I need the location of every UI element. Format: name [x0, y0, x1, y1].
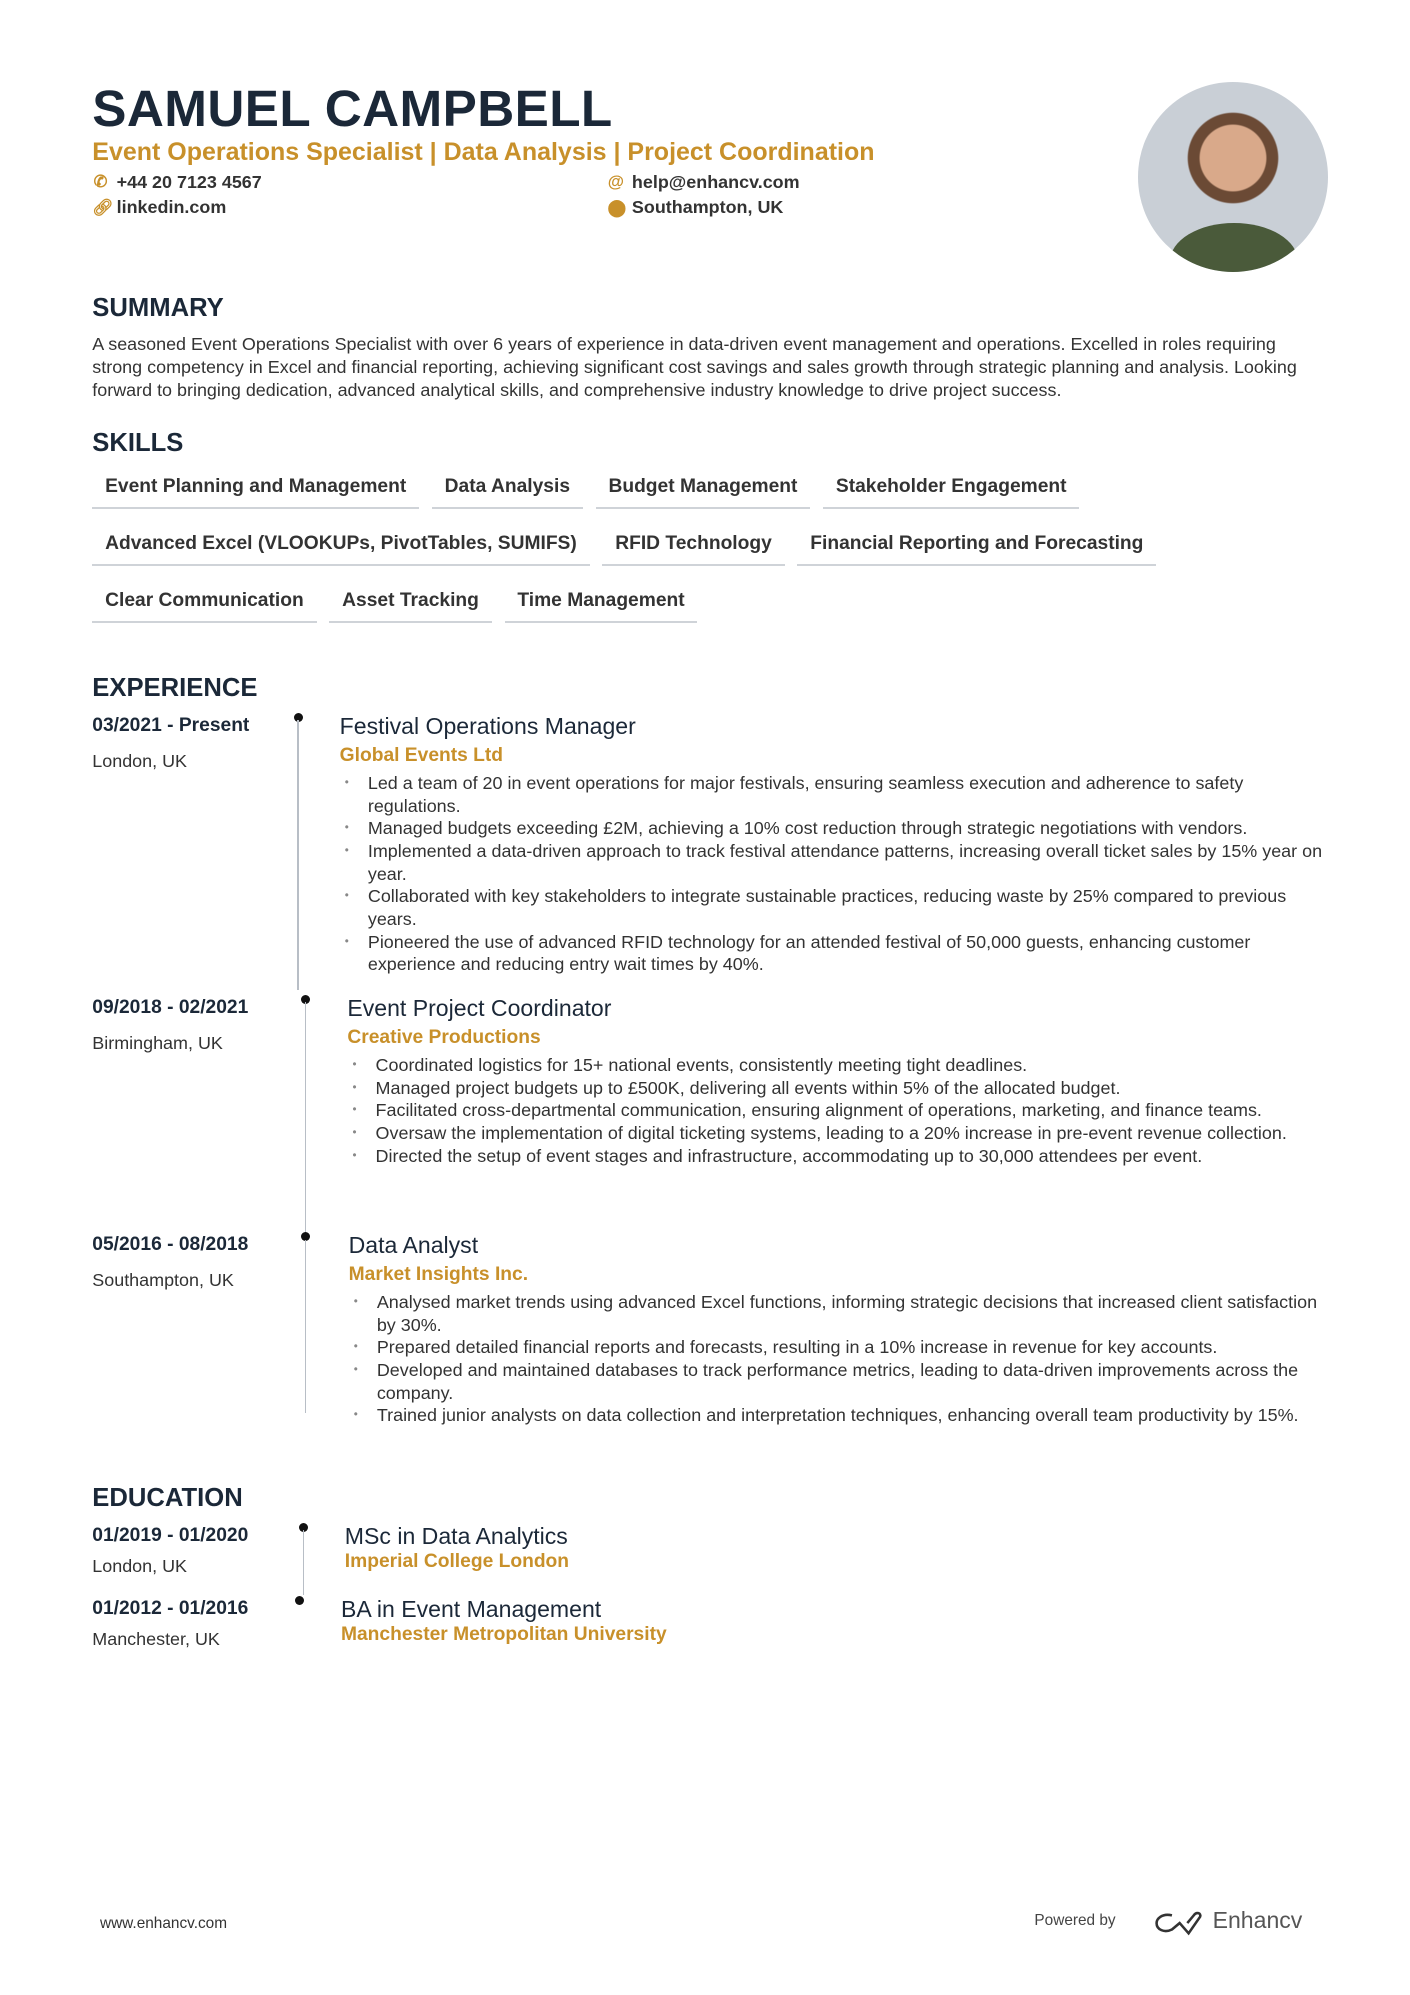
degree: BA in Event Management	[340, 1595, 602, 1622]
achievement-item: • Managed budgets exceeding £2M, achieving a 10% cost reduction through strategic negotiations with vendors.	[340, 817, 1333, 840]
experience-entry	[347, 995, 1333, 1168]
education-heading: EDUCATION	[92, 1484, 243, 1513]
job-title: Festival Operations Manager	[339, 712, 636, 739]
enhancv-logo-icon	[1154, 1909, 1205, 1937]
achievement-item: • Facilitated cross-departmental communication, ensuring alignment of operations, marketing, and finance teams.	[347, 1099, 1333, 1122]
experience-location: Southampton, UK	[92, 1270, 234, 1291]
experience-dates: 03/2021 - Present	[92, 715, 250, 737]
company-name: Global Events Ltd	[339, 744, 504, 766]
linkedin[interactable]	[92, 197, 226, 218]
achievement-item: • Oversaw the implementation of digital ticketing systems, leading to a 20% increase in pre-event revenue collection.	[347, 1122, 1333, 1145]
school-name: Imperial College London	[344, 1551, 570, 1573]
experience-dates: 09/2018 - 02/2021	[92, 997, 249, 1019]
timeline-line	[305, 1240, 306, 1413]
skill-tag: Clear Communication	[92, 586, 316, 623]
location-text: Southampton, UK	[631, 197, 784, 218]
email-text[interactable]: help@enhancv.com	[631, 171, 800, 192]
experience-dates: 05/2016 - 08/2018	[92, 1234, 249, 1256]
education-location: London, UK	[92, 1556, 188, 1577]
achievement-item: • Collaborated with key stakeholders to integrate sustainable practices, reducing waste by 25% compared to previous years.	[340, 885, 1333, 930]
education-dates: 01/2012 - 01/2016	[92, 1598, 249, 1620]
achievement-item: • Implemented a data-driven approach to track festival attendance patterns, increasing overall ticket sales by 15% year on year.	[340, 840, 1333, 885]
skills-row	[92, 529, 1329, 566]
education-entry	[345, 1523, 569, 1573]
location-pin-icon: ⬤	[607, 197, 627, 217]
job-title: Data Analyst	[348, 1231, 479, 1258]
experience-location: London, UK	[92, 751, 188, 772]
timeline-line	[303, 1530, 304, 1594]
company-name: Creative Productions	[347, 1026, 541, 1048]
skill-tag: Stakeholder Engagement	[823, 472, 1079, 509]
footer-website[interactable]: www.enhancv.com	[99, 1915, 228, 1932]
linkedin-text[interactable]: linkedin.com	[116, 197, 227, 218]
timeline-line	[305, 1002, 306, 1233]
at-icon: @	[607, 172, 625, 192]
job-title: Event Project Coordinator	[347, 994, 612, 1021]
skill-tag: Time Management	[505, 586, 698, 623]
education-entry	[341, 1596, 667, 1646]
link-icon: 🔗︎	[92, 197, 114, 217]
skills-row	[92, 586, 1329, 623]
achievement-list	[340, 772, 1333, 976]
experience-heading: EXPERIENCE	[92, 674, 258, 703]
phone-text: +44 20 7123 4567	[116, 171, 262, 192]
achievement-item: • Managed project budgets up to £500K, delivering all events within 5% of the allocated budget.	[347, 1077, 1333, 1100]
skills-row	[92, 472, 1329, 509]
achievement-item: • Analysed market trends using advanced Excel functions, informing strategic decisions that increased client satisfaction by 30%.	[349, 1291, 1333, 1336]
achievement-item: • Prepared detailed financial reports and forecasts, resulting in a 10% increase in revenue for key accounts.	[349, 1336, 1333, 1359]
powered-by: Powered by	[1034, 1912, 1116, 1930]
degree: MSc in Data Analytics	[344, 1522, 568, 1549]
skills-heading: SKILLS	[92, 429, 184, 458]
education-location: Manchester, UK	[92, 1629, 220, 1650]
education-dates: 01/2019 - 01/2020	[92, 1525, 249, 1547]
enhancv-brand: Enhancv	[1212, 1907, 1303, 1934]
skill-tag: Financial Reporting and Forecasting	[797, 529, 1156, 566]
achievement-list	[349, 1291, 1333, 1427]
skill-tag: Advanced Excel (VLOOKUPs, PivotTables, SUMIFS)	[92, 529, 589, 566]
achievement-item: • Developed and maintained databases to track performance metrics, leading to data-driven improvements across the company.	[349, 1359, 1333, 1404]
email[interactable]	[608, 172, 800, 193]
skills-list	[92, 472, 1329, 644]
phone	[92, 172, 261, 193]
candidate-title: Event Operations Specialist | Data Analysis | Project Coordination	[92, 138, 875, 167]
experience-entry	[349, 1232, 1333, 1427]
skill-tag: RFID Technology	[602, 529, 784, 566]
company-name: Market Insights Inc.	[348, 1263, 529, 1285]
candidate-name: SAMUEL CAMPBELL	[92, 80, 613, 138]
skill-tag: Asset Tracking	[329, 586, 491, 623]
achievement-item: • Pioneered the use of advanced RFID technology for an attended festival of 50,000 guests, enhancing customer experience and reducing entry wait times by 40%.	[340, 931, 1333, 976]
summary-text: A seasoned Event Operations Specialist with over 6 years of experience in data-driven event management and operations. Excelled in roles requiring strong competency in Excel and financial reporting, achieving significant cost savings and sales growth through strategic planning and analysis. Looking forward to bringing dedication, advanced analytical skills, and comprehensive industry knowledge to drive project success.	[92, 334, 1297, 400]
school-name: Manchester Metropolitan University	[340, 1624, 667, 1646]
timeline-dot	[295, 1596, 304, 1605]
summary-heading: SUMMARY	[92, 293, 224, 322]
profile-photo	[1138, 82, 1328, 272]
achievement-item: • Led a team of 20 in event operations for major festivals, ensuring seamless execution and adherence to safety regulations.	[340, 772, 1333, 817]
experience-location: Birmingham, UK	[92, 1033, 223, 1054]
experience-entry	[340, 713, 1333, 976]
location	[608, 197, 784, 218]
phone-icon: ✆	[93, 172, 108, 192]
timeline-line	[297, 720, 298, 989]
achievement-item: • Trained junior analysts on data collection and interpretation techniques, enhancing overall team productivity by 15%.	[349, 1404, 1333, 1427]
skill-tag: Data Analysis	[432, 472, 583, 509]
achievement-item: • Coordinated logistics for 15+ national events, consistently meeting tight deadlines.	[347, 1054, 1333, 1077]
achievement-item: • Directed the setup of event stages and infrastructure, accommodating up to 30,000 attendees per event.	[347, 1145, 1333, 1168]
achievement-list	[347, 1054, 1333, 1167]
skill-tag: Event Planning and Management	[92, 472, 419, 509]
skill-tag: Budget Management	[596, 472, 811, 509]
